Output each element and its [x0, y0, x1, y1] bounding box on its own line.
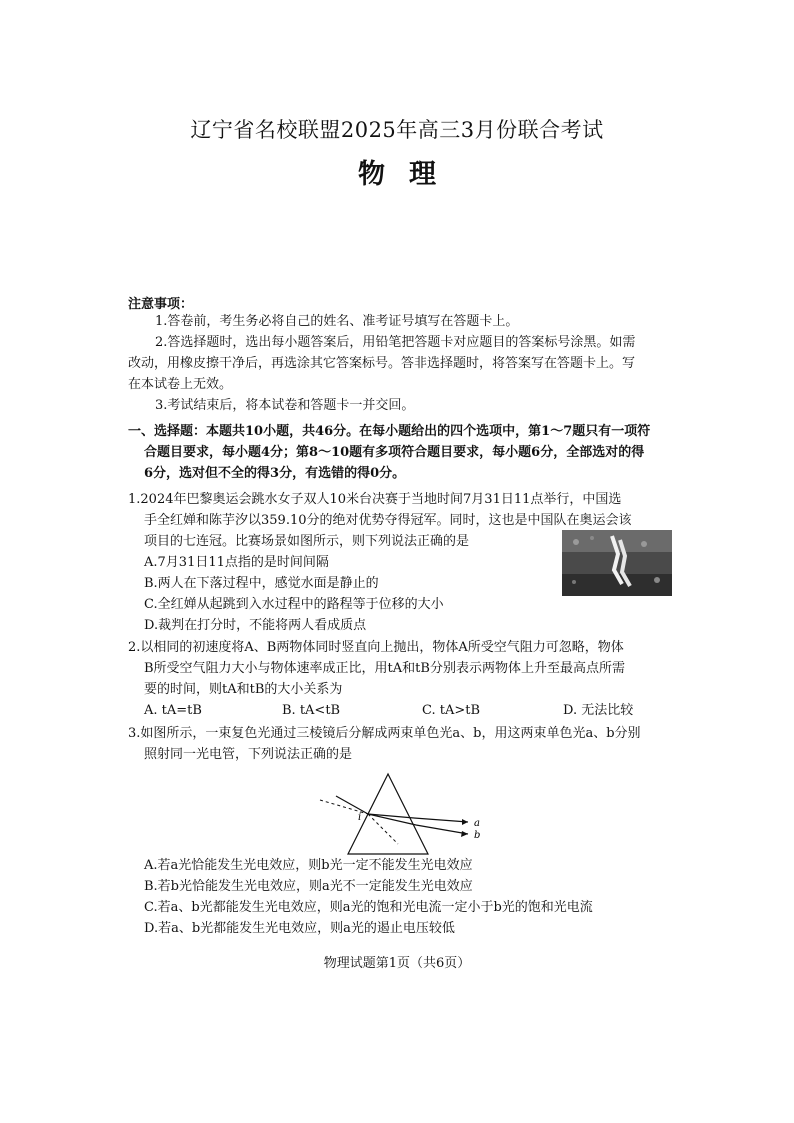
label-b: b: [474, 830, 481, 841]
option-d: D.裁判在打分时，不能将两人看成质点: [144, 618, 367, 633]
note-line: 1.答卷前，考生务必将自己的姓名、准考证号填写在答题卡上。: [155, 314, 519, 329]
label-a: a: [474, 818, 480, 829]
question-stem: 1.2024年巴黎奥运会跳水女子双人10米台决赛于当地时间7月31日11点举行，中国选: [128, 492, 622, 507]
diving-photo: [562, 530, 672, 596]
note-line: 改动，用橡皮擦干净后，再选涂其它答案标号。答非选择题时，将答案写在答题卡上。写: [128, 356, 636, 371]
option-b: B. tA<tB: [282, 703, 341, 718]
label-i: i: [358, 812, 362, 823]
question-stem: 要的时间，则tA和tB的大小关系为: [144, 682, 343, 697]
notes-heading: 注意事项：: [128, 297, 194, 312]
option-a: A. tA=tB: [144, 703, 202, 718]
exam-title: 辽宁省名校联盟2025年高三3月份联合考试: [190, 118, 604, 142]
page-footer: 物理试题第1页（共6页）: [323, 956, 471, 971]
question-stem: 项目的七连冠。比赛场景如图所示，则下列说法正确的是: [144, 534, 470, 549]
question-stem: 2.以相同的初速度将A、B两物体同时竖直向上抛出，物体A所受空气阻力可忽略，物体: [128, 640, 624, 655]
option-c: C.全红婵从起跳到入水过程中的路程等于位移的大小: [144, 597, 444, 612]
prism-icon: [318, 770, 488, 858]
prism-diagram: [318, 770, 488, 858]
section-heading: 合题目要求，每小题4分；第8～10题有多项符合题目要求，每小题6分，全部选对的得: [144, 445, 645, 460]
section-heading: 一、选择题：本题共10小题，共46分。在每小题给出的四个选项中，第1～7题只有一项符: [128, 424, 651, 439]
question-stem: 照射同一光电管，下列说法正确的是: [144, 747, 353, 762]
note-line: 2.答选择题时，选出每小题答案后，用铅笔把答题卡对应题目的答案标号涂黑。如需: [155, 335, 636, 350]
section-heading: 6分，选对但不全的得3分，有选错的得0分。: [144, 466, 406, 481]
option-a: A.若a光恰能发生光电效应，则b光一定不能发生光电效应: [144, 858, 473, 873]
note-line: 3.考试结束后，将本试卷和答题卡一并交回。: [155, 398, 415, 413]
question-stem: B所受空气阻力大小与物体速率成正比，用tA和tB分别表示两物体上升至最高点所需: [144, 661, 625, 676]
option-c: C.若a、b光都能发生光电效应，则a光的饱和光电流一定小于b光的饱和光电流: [144, 900, 593, 915]
note-line: 在本试卷上无效。: [128, 377, 233, 392]
option-c: C. tA>tB: [422, 703, 481, 718]
question-stem: 手全红婵和陈芋汐以359.10分的绝对优势夺得冠军。同时，这也是中国队在奥运会该: [144, 513, 632, 528]
option-d: D.若a、b光都能发生光电效应，则a光的遏止电压较低: [144, 921, 455, 936]
option-a: A.7月31日11点指的是时间间隔: [144, 555, 329, 570]
option-b: B.两人在下落过程中，感觉水面是静止的: [144, 576, 379, 591]
diving-photo-icon: [562, 530, 672, 596]
option-b: B.若b光恰能发生光电效应，则a光不一定能发生光电效应: [144, 879, 473, 894]
question-stem: 3.如图所示，一束复色光通过三棱镜后分解成两束单色光a、b，用这两束单色光a、b分别: [128, 726, 641, 741]
subject-title: 物理: [358, 159, 460, 190]
option-d: D. 无法比较: [563, 703, 634, 718]
